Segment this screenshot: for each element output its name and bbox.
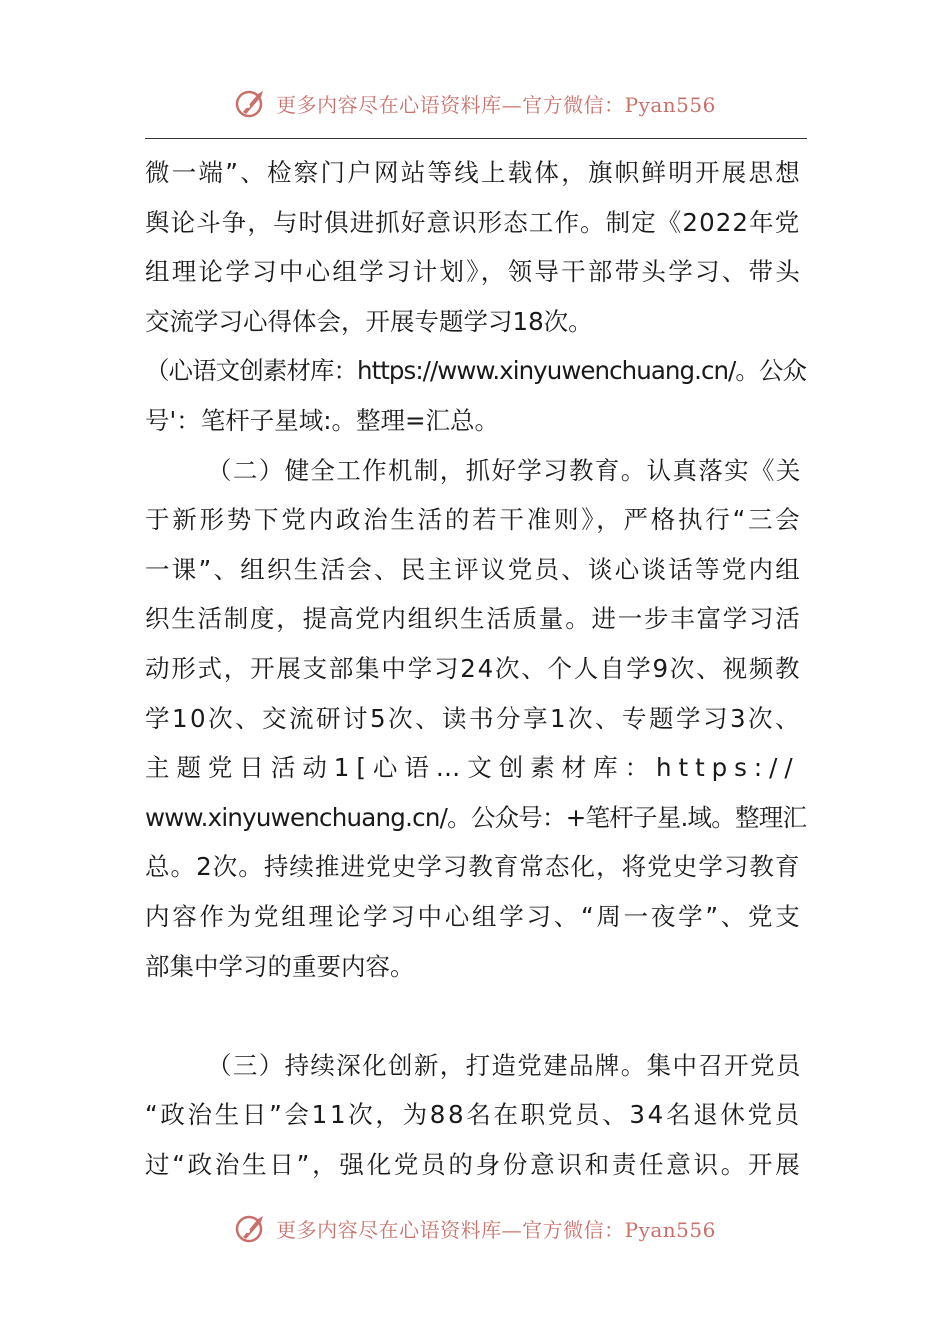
body-line: 过“政治生日”，强化党员的身份意识和责任意识。开展 [145,1149,803,1179]
footer-banner [0,1203,950,1253]
body-line: 内容作为党组理论学习中心组学习、“周一夜学”、党支 [145,901,803,931]
body-line: 号'：笔杆子星域:。整理=汇总。 [145,405,500,435]
body-line: www.xinyuwenchuang.cn/。公众号：+笔杆子星.域。整理汇 [145,802,807,832]
header-banner-text: 更多内容尽在心语资料库—官方微信：Pyan556 [276,92,716,117]
body-line: （心语文创素材库：https://www.xinyuwenchuang.cn/。公众 [145,356,807,386]
footer-banner-text: 更多内容尽在心语资料库—官方微信：Pyan556 [276,1217,716,1242]
body-line: 织生活制度，提高党内组织生活质量。进一步丰富学习活 [145,604,802,634]
body-line: 舆论斗争，与时俱进抓好意识形态工作。制定《2022年党 [145,207,801,237]
body-line: 部集中学习的重要内容。 [145,951,415,981]
pen-nib-logo-icon [234,1211,268,1245]
paragraph-spacer [145,991,807,1041]
body-line: “政治生日”会11次，为88名在职党员、34名退休党员 [145,1100,802,1130]
body-line: 动形式，开展支部集中学习24次、个人自学9次、视频教 [145,653,802,683]
body-line: 总。2次。持续推进党史学习教育常态化，将党史学习教育 [145,852,801,882]
body-line: 于新形势下党内政治生活的若干准则》，严格执行“三会 [145,505,803,535]
paragraph-heading-line: （二）健全工作机制，抓好学习教育。认真落实《关 [207,455,802,485]
document-body [145,148,807,1189]
header-banner [0,78,950,128]
body-line: 主题党日活动1[心语…文创素材库：https:// [145,753,800,783]
body-line: 学10次、交流研讨5次、读书分享1次、专题学习3次、 [145,703,802,733]
paragraph-heading-line: （三）持续深化创新，打造党建品牌。集中召开党员 [207,1050,802,1080]
body-line: 一课”、组织生活会、民主评议党员、谈心谈话等党内组 [145,554,803,584]
pen-nib-logo-icon [234,86,268,120]
body-line: 微一端”、检察门户网站等线上载体，旗帜鲜明开展思想 [145,158,803,187]
body-line: 组理论学习中心组学习计划》，领导干部带头学习、带头 [145,257,803,287]
header-divider [145,138,807,139]
body-line: 交流学习心得体会，开展专题学习18次。 [145,306,593,336]
